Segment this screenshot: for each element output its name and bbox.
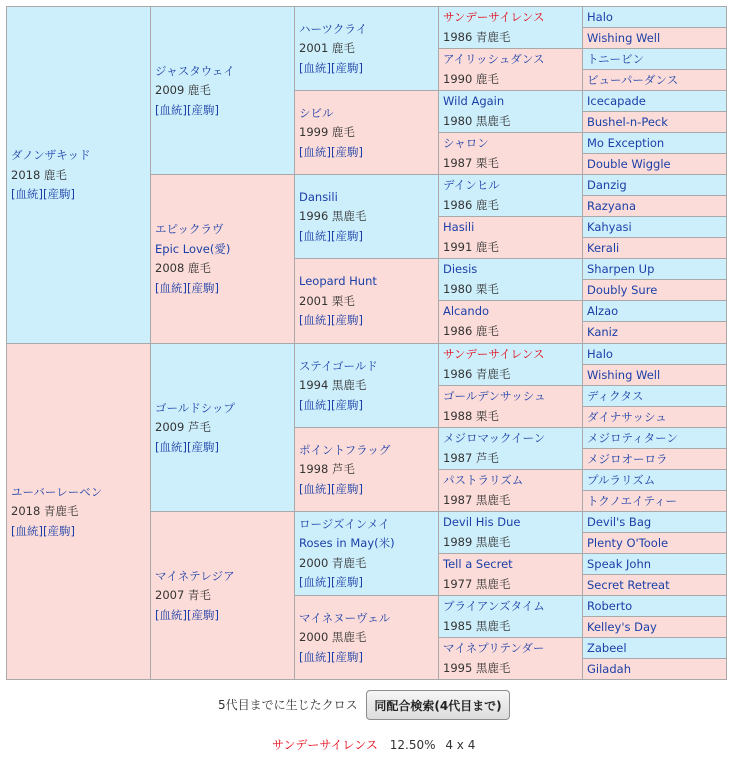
pedigree-cell-content <box>583 133 726 153</box>
foals-link[interactable]: 産駒 <box>335 60 359 75</box>
foals-link[interactable]: 産駒 <box>47 186 71 201</box>
pedigree-link[interactable]: 血統 <box>159 439 183 454</box>
horse-name-link[interactable]: エピックラヴ <box>155 222 224 236</box>
horse-name-link[interactable]: マイネテレジア <box>155 568 235 583</box>
pedigree-cell-gen3 <box>294 6 439 91</box>
horse-name-link[interactable]: Hasili <box>443 220 475 234</box>
horse-name-link[interactable]: Roberto <box>587 599 633 613</box>
horse-name-link[interactable]: Doubly Sure <box>587 283 658 297</box>
foals-link[interactable]: 産駒 <box>335 575 359 589</box>
pedigree-cell-gen3 <box>294 511 439 596</box>
pedigree-cell-content <box>7 480 150 543</box>
pedigree-cell-content <box>295 438 438 501</box>
pedigree-cell-content <box>439 554 582 594</box>
horse-name-link[interactable]: Zabeel <box>587 641 627 655</box>
pedigree-link[interactable]: 血統 <box>303 60 327 75</box>
pedigree-cell-content <box>583 196 726 216</box>
pedigree-cell-gen5 <box>582 237 727 259</box>
pedigree-cell-gen4 <box>438 300 583 344</box>
pedigree-cell-content <box>7 144 150 207</box>
pedigree-cell-content <box>439 386 582 426</box>
pedigree-cell-gen5 <box>582 406 727 428</box>
foals-link[interactable]: 産駒 <box>191 102 215 117</box>
pedigree-cell-gen4 <box>438 48 583 91</box>
pedigree-cell-content <box>583 533 726 553</box>
pedigree-cell-gen5 <box>582 69 727 91</box>
pedigree-cell-content <box>439 638 582 678</box>
horse-name-link[interactable]: メジロオーロラ <box>587 452 668 466</box>
horse-name-link[interactable]: ゴールドシップ <box>155 400 236 415</box>
horse-name-link[interactable]: ステイゴールド <box>299 358 378 373</box>
pedigree-cell-content <box>295 270 438 333</box>
horse-name-link[interactable]: Icecapade <box>587 94 646 108</box>
foals-link[interactable]: 産駒 <box>335 397 359 412</box>
birth-year-color: 2008 鹿毛 <box>155 261 211 275</box>
pedigree-cell-gen5 <box>582 511 727 533</box>
horse-name-link[interactable]: Alzao <box>587 304 619 318</box>
pedigree-link[interactable]: 血統 <box>15 186 39 201</box>
pedigree-cell-gen5 <box>582 6 727 28</box>
horse-name-link[interactable]: Tell a Secret <box>443 557 513 571</box>
pedigree-links: [血統][産駒] <box>155 280 219 295</box>
pedigree-cell-gen4 <box>438 553 583 596</box>
birth-year-color: 2000 青鹿毛 <box>299 555 367 570</box>
horse-name-link[interactable]: Wishing Well <box>587 368 661 382</box>
horse-name-link[interactable]: Leopard Hunt <box>299 273 377 288</box>
horse-name-link[interactable]: メジロティターン <box>587 431 678 445</box>
horse-name-link[interactable]: プルラリズム <box>587 473 656 487</box>
pedigree-cell-content <box>151 218 294 300</box>
horse-name-link[interactable]: Kahyasi <box>587 220 632 234</box>
birth-year-color: 1986 青鹿毛 <box>443 367 511 381</box>
birth-year-color: 2007 青毛 <box>155 587 211 602</box>
pedigree-cell-gen5 <box>582 132 727 154</box>
pedigree-cell-content <box>295 101 438 164</box>
horse-name-link[interactable]: Halo <box>587 10 613 24</box>
horse-name-link[interactable]: ブライアンズタイム <box>443 599 545 613</box>
horse-name-link[interactable]: サンデーサイレンス <box>443 347 545 361</box>
pedigree-link[interactable]: 血統 <box>159 102 183 117</box>
pedigree-links: [血統][産駒] <box>11 523 75 538</box>
pedigree-cell-gen5 <box>582 111 727 133</box>
pedigree-cell-content <box>583 491 726 511</box>
horse-name-link[interactable]: サンデーサイレンス <box>443 10 545 24</box>
horse-name-link[interactable]: マイネヌーヴェル <box>299 610 391 625</box>
pedigree-cell-gen4 <box>438 174 583 217</box>
pedigree-cell-content <box>583 617 726 637</box>
horse-name-link[interactable]: ディクタス <box>587 389 644 403</box>
pedigree-cell-content <box>295 354 438 417</box>
foals-link[interactable]: 産駒 <box>335 481 359 496</box>
cross-horse-link[interactable]: サンデーサイレンス <box>272 738 378 752</box>
pedigree-link[interactable]: 血統 <box>303 649 327 664</box>
birth-year-color: 2009 鹿毛 <box>155 82 211 97</box>
birth-year-color: 2018 青鹿毛 <box>11 503 79 518</box>
foals-link[interactable]: 産駒 <box>191 607 215 622</box>
pedigree-cell-content <box>151 564 294 627</box>
horse-alt-name-link[interactable]: Roses in May(米) <box>299 536 395 550</box>
birth-year-color: 1980 黒鹿毛 <box>443 114 511 128</box>
birth-year-color: 1994 黒鹿毛 <box>299 377 367 392</box>
pedigree-cell-content <box>295 606 438 669</box>
pedigree-cell-content <box>439 133 582 173</box>
horse-name-link[interactable]: Halo <box>587 347 613 361</box>
pedigree-cell-gen4 <box>438 6 583 49</box>
cross-result <box>272 736 475 753</box>
foals-link[interactable]: 産駒 <box>335 228 359 243</box>
birth-year-color: 1998 芦毛 <box>299 461 355 476</box>
pedigree-cell-content <box>439 49 582 89</box>
horse-name-link[interactable]: デインヒル <box>443 178 500 192</box>
pedigree-links: [血統][産駒] <box>299 60 363 75</box>
pedigree-cell-content <box>583 280 726 300</box>
horse-name-link[interactable]: ゴールデンサッシュ <box>443 389 546 403</box>
horse-name-link[interactable]: Kelley's Day <box>587 620 657 634</box>
horse-name-link[interactable]: Dansili <box>299 189 338 204</box>
pedigree-cell-content <box>583 7 726 27</box>
horse-name-link[interactable]: Double Wiggle <box>587 157 671 171</box>
cross-label: 5代目までに生じたクロス <box>218 698 358 712</box>
pedigree-links: [血統][産駒] <box>155 607 219 622</box>
birth-year-color: 1987 栗毛 <box>443 156 499 170</box>
pedigree-link[interactable]: 血統 <box>303 228 327 243</box>
pedigree-links: [血統][産駒] <box>299 397 363 412</box>
pedigree-cell-content <box>439 428 582 468</box>
pedigree-cell-gen5 <box>582 48 727 70</box>
horse-name-link[interactable]: Giladah <box>587 662 631 676</box>
horse-name-link[interactable]: シビル <box>299 105 334 120</box>
pedigree-cell-gen4 <box>438 469 583 512</box>
birth-year-color: 2018 鹿毛 <box>11 167 67 182</box>
pedigree-cell-gen5 <box>582 658 727 680</box>
pedigree-cell-gen3 <box>294 174 439 259</box>
same-mating-search-button[interactable]: 同配合検索(4代目まで) <box>366 690 510 720</box>
pedigree-cell-content <box>439 217 582 257</box>
pedigree-cell-content <box>583 449 726 469</box>
horse-name-link[interactable]: アイリッシュダンス <box>443 52 545 66</box>
pedigree-cell-content <box>439 301 582 341</box>
horse-name-link[interactable]: ダノンザキッド <box>11 147 91 162</box>
foals-link[interactable]: 産駒 <box>191 439 215 454</box>
horse-name-link[interactable]: Plenty O'Toole <box>587 536 669 550</box>
horse-name-link[interactable]: Kaniz <box>587 325 618 339</box>
horse-name-link[interactable]: メジロマックイーン <box>443 431 546 445</box>
pedigree-cell-gen4 <box>438 511 583 554</box>
horse-name-link[interactable]: マイネプリテンダー <box>443 641 545 655</box>
pedigree-cell-gen5 <box>582 364 727 386</box>
pedigree-cell-gen5 <box>582 174 727 196</box>
pedigree-cell-gen5 <box>582 532 727 554</box>
pedigree-cell-gen1 <box>6 6 151 344</box>
birth-year-color: 1986 鹿毛 <box>443 198 499 212</box>
birth-year-color: 2001 鹿毛 <box>299 40 355 55</box>
pedigree-cell-gen4 <box>438 427 583 470</box>
pedigree-cell-gen5 <box>582 258 727 280</box>
pedigree-cell-gen5 <box>582 343 727 365</box>
horse-name-link[interactable]: Alcando <box>443 304 490 318</box>
pedigree-cell-gen3 <box>294 258 439 344</box>
pedigree-cell-content <box>583 70 726 90</box>
birth-year-color: 1987 黒鹿毛 <box>443 493 511 507</box>
pedigree-cell-gen3 <box>294 427 439 512</box>
pedigree-cell-gen2 <box>150 6 295 175</box>
birth-year-color: 1977 黒鹿毛 <box>443 577 511 591</box>
horse-name-link[interactable]: ポイントフラッグ <box>299 442 391 457</box>
horse-name-link[interactable]: Sharpen Up <box>587 262 655 276</box>
pedigree-links: [血統][産駒] <box>299 649 363 664</box>
pedigree-table <box>6 6 726 679</box>
pedigree-cell-gen5 <box>582 195 727 217</box>
birth-year-color: 1986 鹿毛 <box>443 324 499 338</box>
pedigree-cell-content <box>151 59 294 122</box>
pedigree-link[interactable]: 血統 <box>303 575 327 589</box>
birth-year-color: 1988 栗毛 <box>443 409 499 423</box>
horse-name-link[interactable]: トニービン <box>587 52 645 66</box>
pedigree-cell-content <box>583 301 726 321</box>
horse-name-link[interactable]: Secret Retreat <box>587 578 670 592</box>
pedigree-links: [血統][産駒] <box>299 312 363 327</box>
pedigree-cell-gen2 <box>150 343 295 512</box>
pedigree-cell-gen5 <box>582 616 727 638</box>
horse-name-link[interactable]: Wild Again <box>443 94 505 108</box>
pedigree-links: [血統][産駒] <box>299 575 363 589</box>
pedigree-cell-content <box>583 596 726 616</box>
birth-year-color: 1990 鹿毛 <box>443 72 499 86</box>
pedigree-cell-content <box>583 365 726 385</box>
pedigree-cell-gen5 <box>582 490 727 512</box>
pedigree-cell-gen4 <box>438 595 583 638</box>
pedigree-cell-gen5 <box>582 637 727 659</box>
cross-section <box>0 688 732 720</box>
cross-generation: 4 x 4 <box>445 738 476 752</box>
birth-year-color: 1996 黒鹿毛 <box>299 208 367 223</box>
pedigree-cell-gen5 <box>582 385 727 407</box>
foals-link[interactable]: 産駒 <box>335 649 359 664</box>
pedigree-cell-content <box>151 396 294 459</box>
pedigree-cell-gen5 <box>582 469 727 491</box>
pedigree-links: [血統][産駒] <box>299 228 363 243</box>
pedigree-cell-gen5 <box>582 216 727 238</box>
pedigree-cell-content <box>583 322 726 342</box>
pedigree-cell-gen5 <box>582 300 727 322</box>
pedigree-cell-content <box>439 175 582 215</box>
horse-name-link[interactable]: Bushel-n-Peck <box>587 115 668 129</box>
birth-year-color: 1987 芦毛 <box>443 451 499 465</box>
pedigree-cell-gen3 <box>294 343 439 428</box>
birth-year-color: 1995 黒鹿毛 <box>443 661 511 675</box>
pedigree-cell-gen4 <box>438 385 583 428</box>
pedigree-links: [血統][産駒] <box>155 439 219 454</box>
pedigree-cell-gen5 <box>582 553 727 575</box>
pedigree-cell-gen3 <box>294 90 439 175</box>
pedigree-link[interactable]: 血統 <box>303 397 327 412</box>
horse-name-link[interactable]: ジャスタウェイ <box>155 63 235 78</box>
horse-name-link[interactable]: パストラリズム <box>443 473 524 487</box>
birth-year-color: 2000 黒鹿毛 <box>299 629 367 644</box>
pedigree-cell-gen2 <box>150 511 295 680</box>
pedigree-link[interactable]: 血統 <box>303 144 327 159</box>
horse-name-link[interactable]: ビューパーダンス <box>587 73 679 87</box>
pedigree-cell-gen5 <box>582 574 727 596</box>
pedigree-cell-gen5 <box>582 27 727 49</box>
birth-year-color: 1989 黒鹿毛 <box>443 535 511 549</box>
pedigree-cell-content <box>439 344 582 384</box>
pedigree-cell-gen2 <box>150 174 295 344</box>
birth-year-color: 1991 鹿毛 <box>443 240 499 254</box>
pedigree-cell-content <box>583 407 726 427</box>
horse-name-link[interactable]: Diesis <box>443 262 478 276</box>
pedigree-cell-content <box>439 512 582 552</box>
pedigree-link[interactable]: 血統 <box>15 523 39 538</box>
horse-name-link[interactable]: トクノエイティー <box>587 494 678 508</box>
horse-name-link[interactable]: Devil's Bag <box>587 515 652 529</box>
pedigree-cell-content <box>583 428 726 448</box>
pedigree-cell-content <box>583 112 726 132</box>
birth-year-color: 2009 芦毛 <box>155 419 211 434</box>
pedigree-cell-gen5 <box>582 595 727 617</box>
foals-link[interactable]: 産駒 <box>335 312 359 327</box>
pedigree-cell-content <box>439 470 582 510</box>
pedigree-links: [血統][産駒] <box>299 481 363 496</box>
pedigree-cell-content <box>583 659 726 679</box>
pedigree-link[interactable]: 血統 <box>303 481 327 496</box>
pedigree-cell-gen4 <box>438 258 583 301</box>
horse-name-link[interactable]: Razyana <box>587 199 637 213</box>
birth-year-color: 1980 栗毛 <box>443 282 499 296</box>
pedigree-cell-content <box>583 238 726 258</box>
pedigree-cell-gen5 <box>582 321 727 344</box>
pedigree-cell-content <box>583 554 726 574</box>
pedigree-cell-content <box>295 513 438 595</box>
pedigree-cell-content <box>583 91 726 111</box>
horse-name-link[interactable]: Speak John <box>587 557 652 571</box>
pedigree-cell-content <box>583 638 726 658</box>
pedigree-cell-content <box>583 575 726 595</box>
pedigree-link[interactable]: 血統 <box>303 312 327 327</box>
pedigree-links: [血統][産駒] <box>299 144 363 159</box>
horse-name-link[interactable]: Devil His Due <box>443 515 521 529</box>
birth-year-color: 1985 黒鹿毛 <box>443 619 511 633</box>
birth-year-color: 2001 栗毛 <box>299 293 355 308</box>
horse-name-link[interactable]: シャロン <box>443 136 489 150</box>
foals-link[interactable]: 産駒 <box>47 523 71 538</box>
birth-year-color: 1986 青鹿毛 <box>443 30 511 44</box>
pedigree-links: [血統][産駒] <box>11 186 75 201</box>
horse-name-link[interactable]: ロージズインメイ <box>299 516 390 531</box>
pedigree-cell-gen3 <box>294 595 439 680</box>
pedigree-cell-gen5 <box>582 427 727 449</box>
birth-year-color: 1999 鹿毛 <box>299 124 355 139</box>
foals-link[interactable]: 産駒 <box>191 280 215 295</box>
pedigree-cell-gen5 <box>582 279 727 301</box>
pedigree-cell-gen4 <box>438 637 583 680</box>
pedigree-cell-gen4 <box>438 343 583 386</box>
foals-link[interactable]: 産駒 <box>335 144 359 159</box>
pedigree-cell-content <box>439 91 582 131</box>
pedigree-link[interactable]: 血統 <box>159 607 183 622</box>
horse-name-link[interactable]: Kerali <box>587 241 620 255</box>
pedigree-cell-content <box>583 49 726 69</box>
pedigree-cell-gen5 <box>582 90 727 112</box>
horse-alt-name-link[interactable]: Epic Love(愛) <box>155 241 231 256</box>
pedigree-cell-gen5 <box>582 448 727 470</box>
pedigree-cell-content <box>439 259 582 299</box>
pedigree-cell-content <box>583 344 726 364</box>
horse-name-link[interactable]: ハーツクライ <box>299 21 368 36</box>
pedigree-cell-content <box>439 7 582 47</box>
horse-name-link[interactable]: ダイナサッシュ <box>587 410 667 424</box>
pedigree-cell-content <box>295 17 438 80</box>
pedigree-cell-content <box>583 259 726 279</box>
pedigree-cell-gen4 <box>438 132 583 175</box>
horse-name-link[interactable]: Wishing Well <box>587 31 661 45</box>
pedigree-cell-content <box>583 512 726 532</box>
pedigree-link[interactable]: 血統 <box>159 280 183 295</box>
pedigree-cell-gen5 <box>582 153 727 175</box>
pedigree-cell-content <box>583 470 726 490</box>
pedigree-cell-content <box>583 154 726 174</box>
pedigree-cell-gen4 <box>438 216 583 259</box>
pedigree-cell-gen1 <box>6 343 151 680</box>
horse-name-link[interactable]: Mo Exception <box>587 136 665 150</box>
pedigree-cell-content <box>583 175 726 195</box>
pedigree-cell-content <box>583 28 726 48</box>
pedigree-cell-content <box>583 386 726 406</box>
pedigree-cell-content <box>295 185 438 248</box>
pedigree-links: [血統][産駒] <box>155 102 219 117</box>
horse-name-link[interactable]: Danzig <box>587 178 627 192</box>
pedigree-cell-content <box>439 596 582 636</box>
pedigree-cell-content <box>583 217 726 237</box>
horse-name-link[interactable]: ユーバーレーベン <box>11 484 103 499</box>
cross-percentage: 12.50% <box>389 738 436 752</box>
pedigree-cell-gen4 <box>438 90 583 133</box>
